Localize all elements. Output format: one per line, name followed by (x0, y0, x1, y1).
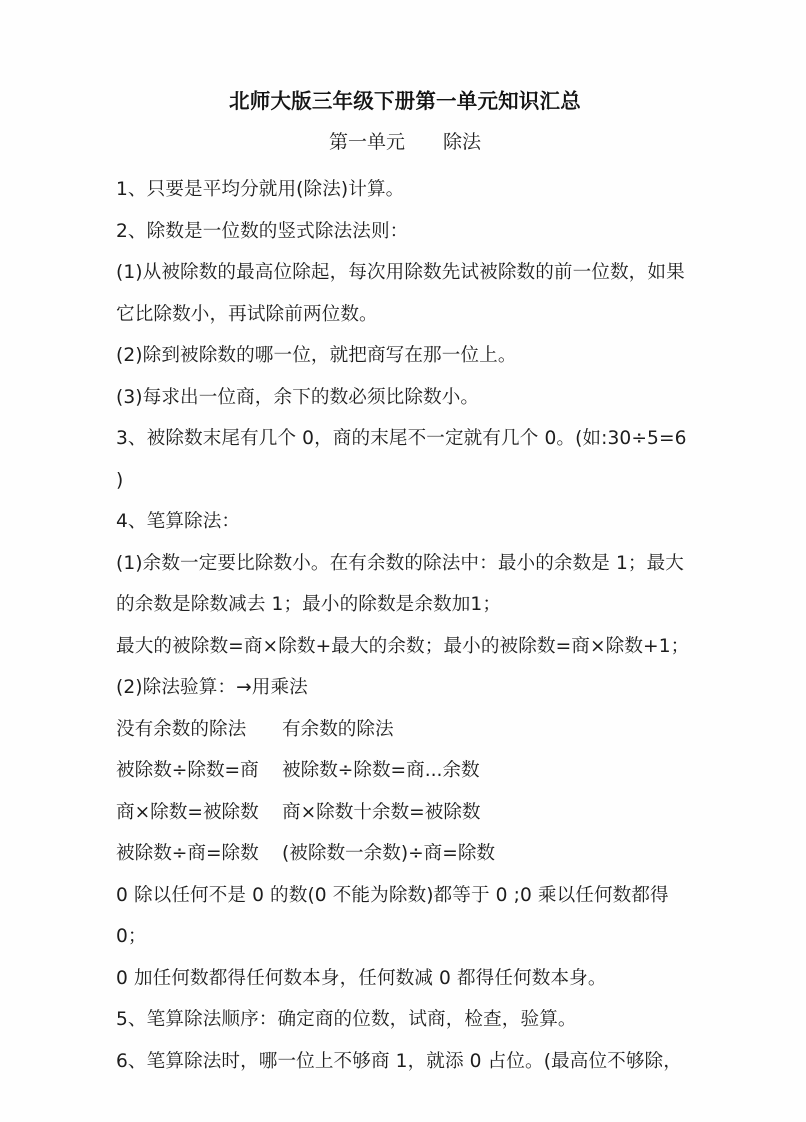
page-title: 北师大版三年级下册第一单元知识汇总 (229, 89, 581, 113)
paragraph-2-sub-1: (1)从被除数的最高位除起，每次用除数先试被除数的前一位数，如果它比除数小，再试除前两位数。 (116, 262, 685, 325)
paragraph-2-sub-3: (3)每求出一位商，余下的数必须比除数小。 (116, 386, 480, 408)
formula-column-header-no-remainder: 没有余数的除法 (116, 718, 247, 740)
paragraph-4-sub-2: (2)除法验算：→用乘法 (116, 677, 308, 698)
formula-cell-with-remainder: 商×除数十余数=被除数 (282, 801, 481, 823)
paragraph-2-sub-2: (2)除到被除数的哪一位，就把商写在那一位上。 (116, 345, 517, 366)
paragraph-3: 3、被除数末尾有几个 0，商的末尾不一定就有几个 0。(如:30÷5=6 ) (116, 428, 693, 491)
division-formula-table (116, 709, 694, 875)
paragraph-zero-rules-1: 0 除以任何不是 0 的数(0 不能为除数)都等于 0 ;0 乘以任何数都得 0； (116, 884, 675, 947)
paragraph-4-formula-line: 最大的被除数=商×除数+最大的余数；最小的被除数=商×除数+1； (116, 635, 690, 657)
paragraph-1: 1、只要是平均分就用(除法)计算。 (116, 179, 405, 200)
formula-cell-no-remainder: 被除数÷商=除数 (116, 843, 259, 864)
formula-cell-no-remainder: 商×除数=被除数 (116, 801, 259, 823)
formula-column-header-with-remainder: 有余数的除法 (282, 718, 394, 740)
paragraph-5: 5、笔算除法顺序：确定商的位数，试商，检查，验算。 (116, 1009, 577, 1030)
formula-table-header-row (116, 709, 694, 751)
paragraph-6: 6、笔算除法时，哪一位上不够商 1，就添 0 占位。(最高位不够除， (116, 1050, 682, 1072)
paragraph-4-sub-1: (1)余数一定要比除数小。在有余数的除法中：最小的余数是 1；最大的余数是除数减去 1；最小的除数是余数加1； (116, 552, 685, 615)
formula-table-row (116, 792, 694, 834)
formula-cell-with-remainder: (被除数一余数)÷商=除数 (282, 843, 496, 864)
formula-cell-with-remainder: 被除数÷除数=商...余数 (282, 760, 480, 781)
paragraph-2: 2、除数是一位数的竖式除法法则： (116, 220, 409, 242)
paragraph-4: 4、笔算除法： (116, 511, 241, 532)
paragraph-zero-rules-2: 0 加任何数都得任何数本身，任何数减 0 都得任何数本身。 (116, 967, 607, 989)
formula-table-row (116, 833, 694, 875)
unit-subtitle: 第一单元 除法 (328, 131, 481, 153)
document-body (116, 86, 694, 1082)
formula-table-row (116, 750, 694, 792)
formula-cell-no-remainder: 被除数÷除数=商 (116, 760, 259, 781)
